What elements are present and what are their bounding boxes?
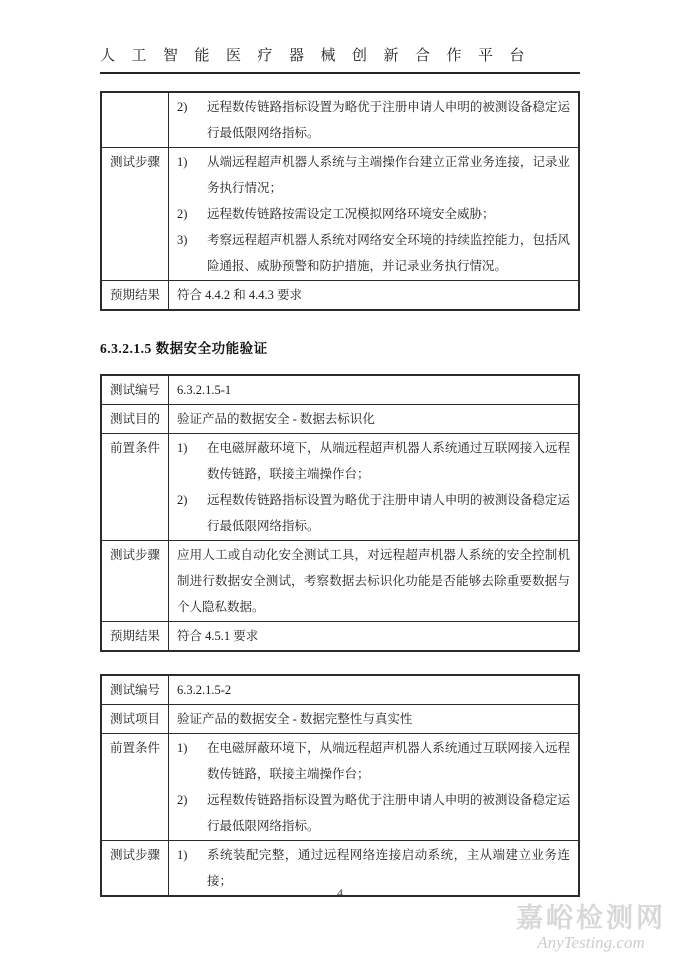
item-number: 1) — [177, 848, 188, 862]
item-number: 2) — [177, 793, 188, 807]
row-label-cell: 测试步骤 — [101, 541, 169, 622]
row-label-cell: 前置条件 — [101, 734, 169, 841]
row-content-cell: 验证产品的数据安全 - 数据去标识化 — [169, 405, 580, 434]
numbered-item — [177, 94, 570, 146]
table-row — [101, 92, 579, 148]
watermark — [516, 903, 666, 953]
item-number: 1) — [177, 741, 188, 755]
item-number: 3) — [177, 233, 188, 247]
section-heading: 6.3.2.1.5 数据安全功能验证 — [100, 341, 268, 356]
row-content-cell — [169, 92, 580, 148]
table-row — [101, 405, 579, 434]
row-label-cell: 测试编号 — [101, 375, 169, 405]
row-label-cell: 测试目的 — [101, 405, 169, 434]
test-case-table-3 — [100, 674, 580, 897]
row-content-cell — [169, 734, 580, 841]
test-case-table-1 — [100, 91, 580, 311]
table-row — [101, 675, 579, 705]
item-text: 远程数传链路按需设定工况模拟网络环境安全威胁； — [207, 207, 495, 221]
row-label-cell: 预期结果 — [101, 622, 169, 652]
table-row — [101, 541, 579, 622]
table-row — [101, 434, 579, 541]
header-title: 人工智能医疗器械创新合作平台 — [100, 48, 542, 64]
item-number: 2) — [177, 493, 188, 507]
numbered-item — [177, 149, 570, 201]
row-label-cell: 测试编号 — [101, 675, 169, 705]
table-row — [101, 622, 579, 652]
item-text: 从端远程超声机器人系统与主端操作台建立正常业务连接，记录业务执行情况； — [207, 155, 570, 195]
table-row — [101, 281, 579, 311]
item-number: 2) — [177, 207, 188, 221]
item-text: 在电磁屏蔽环境下，从端远程超声机器人系统通过互联网接入远程数传链路，联接主端操作台； — [207, 441, 570, 481]
item-text: 在电磁屏蔽环境下，从端远程超声机器人系统通过互联网接入远程数传链路，联接主端操作台； — [207, 741, 570, 781]
row-content-cell — [169, 434, 580, 541]
numbered-item — [177, 227, 570, 279]
row-content-cell: 6.3.2.1.5-2 — [169, 675, 580, 705]
table-row — [101, 375, 579, 405]
item-text: 考察远程超声机器人系统对网络安全环境的持续监控能力，包括风险通报、威胁预警和防护措施，并记录业务执行情况。 — [207, 233, 570, 273]
row-label-cell: 预期结果 — [101, 281, 169, 311]
row-label-cell: 测试步骤 — [101, 841, 169, 897]
table-row — [101, 148, 579, 281]
watermark-domain: AnyTesting.com — [537, 933, 645, 953]
table-row — [101, 734, 579, 841]
item-text: 系统装配完整，通过远程网络连接启动系统，主从端建立业务连接； — [207, 848, 570, 888]
page-header — [100, 44, 580, 74]
row-label-cell: 测试步骤 — [101, 148, 169, 281]
test-case-table-2 — [100, 374, 580, 652]
item-number: 1) — [177, 441, 188, 455]
table-row — [101, 705, 579, 734]
item-text: 远程数传链路指标设置为略优于注册申请人申明的被测设备稳定运行最低限网络指标。 — [207, 793, 570, 833]
row-label-cell — [101, 92, 169, 148]
item-text: 远程数传链路指标设置为略优于注册申请人申明的被测设备稳定运行最低限网络指标。 — [207, 493, 570, 533]
item-text: 远程数传链路指标设置为略优于注册申请人申明的被测设备稳定运行最低限网络指标。 — [207, 100, 570, 140]
watermark-site-name: 嘉峪检测网 — [516, 903, 666, 934]
numbered-item — [177, 435, 570, 487]
numbered-item — [177, 787, 570, 839]
item-number: 1) — [177, 155, 188, 169]
row-content-cell: 6.3.2.1.5-1 — [169, 375, 580, 405]
row-content-cell: 应用人工或自动化安全测试工具，对远程超声机器人系统的安全控制机制进行数据安全测试，考察数据去标识化功能是否能够去除重要数据与个人隐私数据。 — [169, 541, 580, 622]
page-number: 4 — [337, 886, 343, 900]
numbered-item — [177, 201, 570, 227]
row-content-cell: 符合 4.5.1 要求 — [169, 622, 580, 652]
row-content-cell — [169, 148, 580, 281]
item-number: 2) — [177, 100, 188, 114]
row-content-cell: 符合 4.4.2 和 4.4.3 要求 — [169, 281, 580, 311]
numbered-item — [177, 487, 570, 539]
row-label-cell: 前置条件 — [101, 434, 169, 541]
row-content-cell: 验证产品的数据安全 - 数据完整性与真实性 — [169, 705, 580, 734]
row-label-cell: 测试项目 — [101, 705, 169, 734]
numbered-item — [177, 735, 570, 787]
